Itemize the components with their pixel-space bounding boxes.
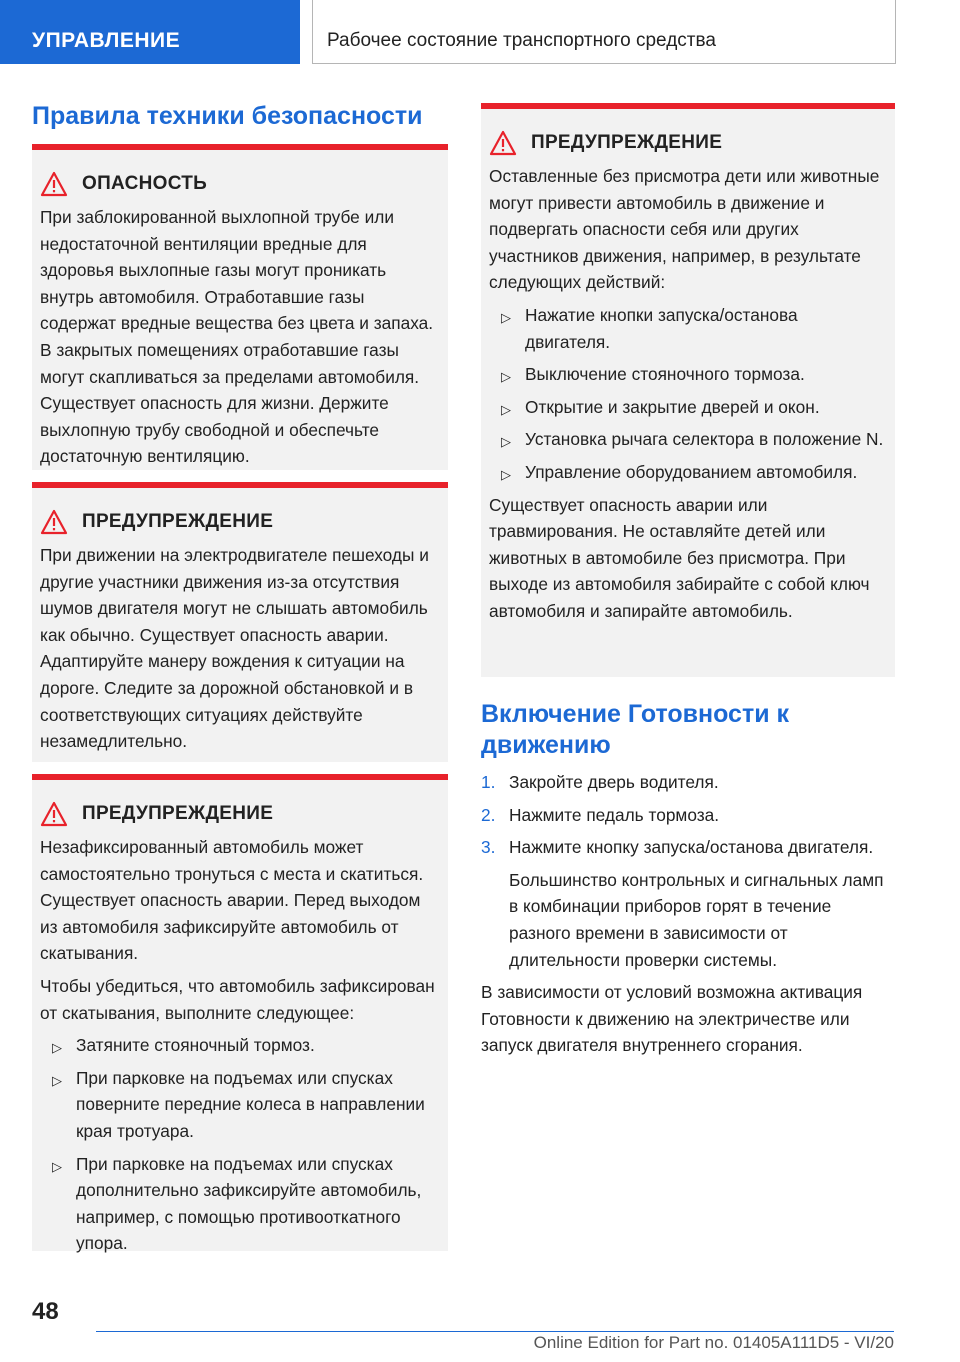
step-item: 1. Закройте дверь водителя. [481,769,895,796]
page-number: 48 [32,1298,59,1325]
triangle-right-icon: ▷ [501,466,511,482]
safety-title: Правила техники безопасности [32,102,423,130]
step-item: 2. Нажмите педаль тормоза. [481,802,895,829]
list-item: ▷ Затяните стояночный тормоз. [40,1032,438,1059]
step-item: 3. Нажмите кнопку запуска/останова двигателя. Большинство контрольных и сигнальных ламп в комбинации приборов горят в течение разного времени в зависимости от длительности проверки системы. [481,834,895,973]
triangle-right-icon: ▷ [501,309,511,325]
warning-label: ПРЕДУПРЕЖДЕНИЕ [82,803,274,824]
list-item: ▷ При парковке на подъемах или спусках дополнительно зафиксируйте автомобиль, например, с помощью противооткатного упора. [52,1153,422,1254]
section-title: Включение Готовности к движению [481,700,790,759]
warning-triangle-icon [40,800,68,828]
closing-text: В зависимости от условий возможна активация Готовности к движению на электричестве или запуск двигателя внутреннего сгорания. [481,982,863,1056]
bullet-list [40,1032,438,1257]
triangle-right-icon: ▷ [52,1040,62,1056]
footer-divider [96,1331,894,1332]
triangle-right-icon: ▷ [52,1072,62,1088]
bullet-list [489,302,885,486]
list-item: ▷ Управление оборудованием автомобиля. [489,459,885,486]
warning-box-electric [32,482,448,762]
warning-text: При движении на электродвигателе пешеходы и другие участники движения из-за отсутствия шумов двигателя могут не слышать автомобиль как обычно. Существует опасность аварии. Адаптируйте манеру вождения к ситуации на дороге. Следите за дорожной обстановкой и в соответствующих ситуациях действуйте незамедлительно. [40,545,429,752]
warning-triangle-icon [40,508,68,536]
triangle-right-icon: ▷ [52,1158,62,1174]
triangle-right-icon: ▷ [501,369,511,385]
step-number: 1. [481,772,496,792]
warning-text: Оставленные без присмотра дети или животные могут привести автомобиль в движение и подвергать опасности себя или других участников движения, например, в результате следующих действий: [489,166,880,293]
warning-box-children [481,103,895,677]
chapter-title: Рабочее состояние транспортного средства [312,0,896,64]
list-item: ▷ Нажатие кнопки запуска/останова двигателя. [501,304,798,352]
step-note: Большинство контрольных и сигнальных ламп в комбинации приборов горят в течение разного времени в зависимости от длительности проверки системы. [509,869,884,970]
list-item: ▷ При парковке на подъемах или спусках поверните передние колеса в направлении края тротуара. [52,1067,425,1141]
triangle-right-icon: ▷ [501,401,511,417]
danger-text: При заблокированной выхлопной трубе или недостаточной вентиляции вредные для здоровья выхлопные газы могут проникать внутрь автомобиля. Отработавшие газы содержат вредные вещества без цвета и запаха. В закрытых помещениях отработавшие газы могут скапливаться за пределами автомобиля. Существует опасность для жизни. Держите выхлопную трубу свободной и обеспечьте достаточную вентиляцию. [40,207,434,467]
warning-text: Существует опасность аварии или травмирования. Не оставляйте детей или животных в автомобиле без присмотра. При выходе из автомобиля забирайте с собой ключ автомобиля и запирайте автомобиль. [489,494,870,621]
warning-triangle-icon [40,170,68,198]
step-number: 2. [481,804,496,825]
warning-box-rolling [32,774,448,1254]
left-column [32,100,448,1254]
warning-label: ПРЕДУПРЕЖДЕНИЕ [82,511,274,532]
list-item: ▷ Выключение стояночного тормоза. [489,361,885,388]
danger-label: ОПАСНОСТЬ [82,173,208,194]
warning-label: ПРЕДУПРЕЖДЕНИЕ [531,132,723,153]
warning-text: Чтобы убедиться, что автомобиль зафиксирован от скатывания, выполните следующее: [40,975,435,1023]
steps-list [481,769,895,973]
right-column [481,103,895,1065]
warning-text: Незафиксированный автомобиль может самостоятельно тронуться с места и скатиться. Существует опасность аварии. Перед выходом из автомобиля зафиксируйте автомобиль от скатывания. [40,837,424,964]
step-number: 3. [481,837,496,858]
list-item: ▷ Установка рычага селектора в положение N. [489,426,885,453]
warning-triangle-icon [489,129,517,157]
triangle-right-icon: ▷ [501,434,511,450]
list-item: ▷ Открытие и закрытие дверей и окон. [489,394,885,421]
edition-text: Online Edition for Part no. 01405A111D5 - VI/20 [533,1333,894,1352]
section-tab: УПРАВЛЕНИЕ [0,0,300,64]
danger-box [32,144,448,470]
